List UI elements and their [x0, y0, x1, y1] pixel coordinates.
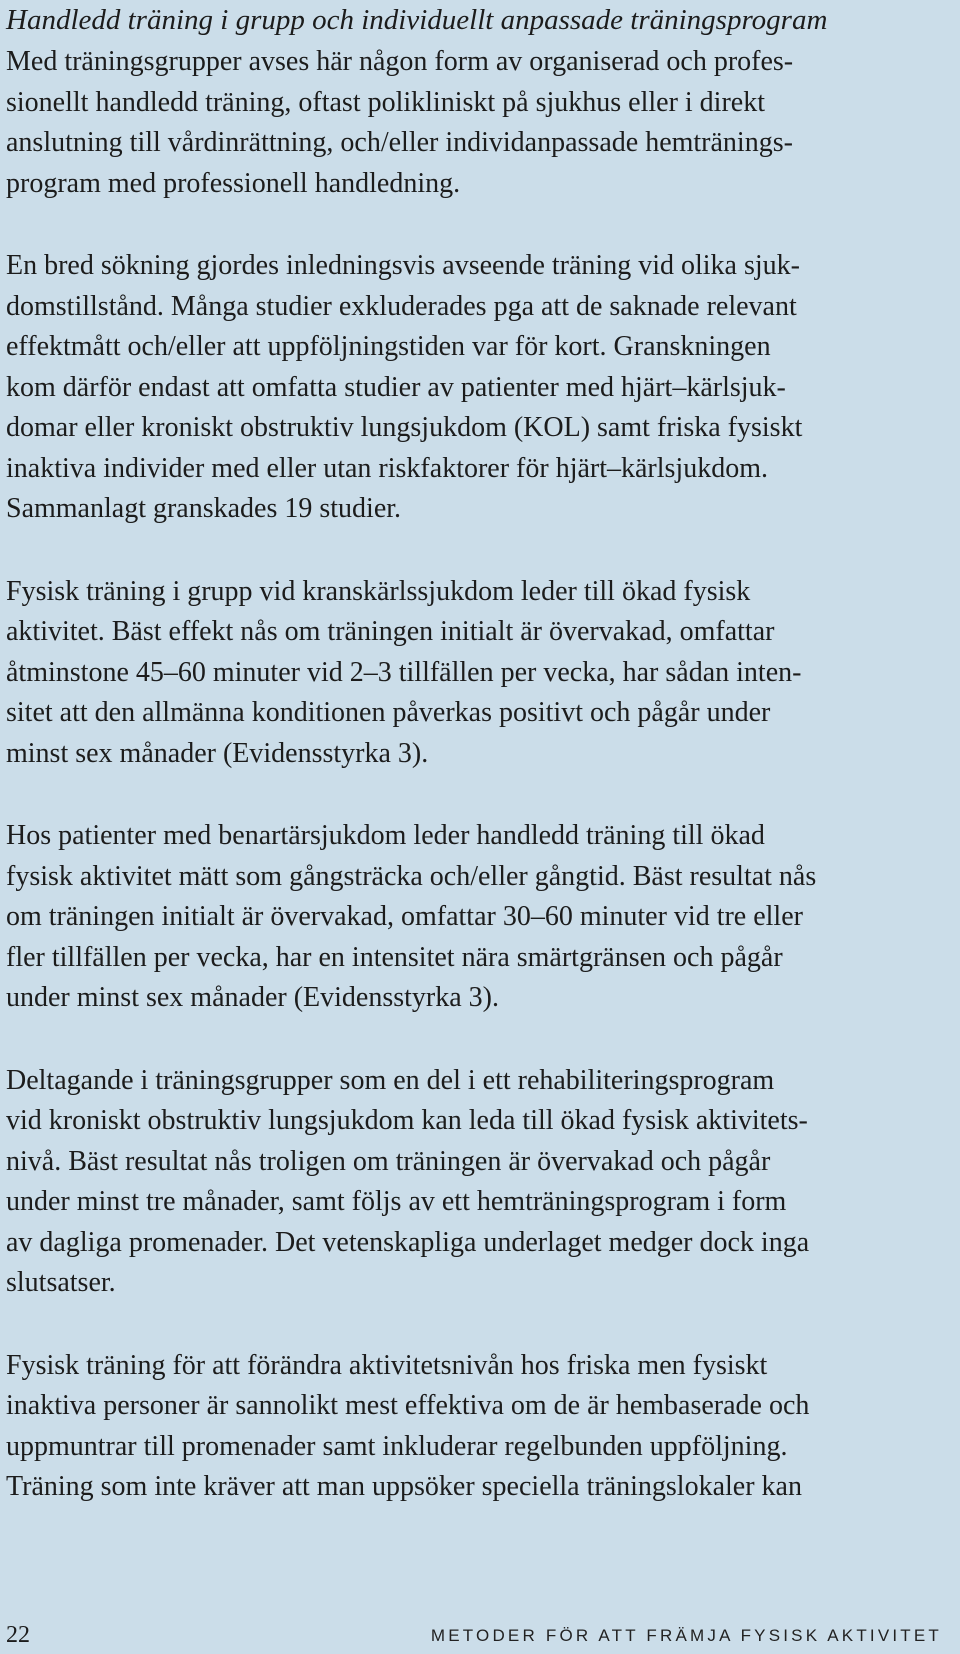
- text-line: slutsatser.: [6, 1267, 116, 1298]
- text-line: effektmått och/eller att uppföljningstiden var för kort. Granskningen: [6, 331, 771, 362]
- text-line: inaktiva individer med eller utan riskfaktorer för hjärt–kärlsjukdom.: [6, 452, 768, 484]
- text-line: Fysisk träning för att förändra aktivitetsnivån hos friska men fysiskt: [6, 1349, 768, 1381]
- running-title: METODER FÖR ATT FRÄMJA FYSISK AKTIVITET: [430, 1626, 942, 1645]
- text-line: Träning som inte kräver att man uppsöker speciella träningslokaler kan: [6, 1471, 802, 1502]
- text-line: Hos patienter med benartärsjukdom leder handledd träning till ökad: [6, 820, 765, 851]
- text-line: nivå. Bäst resultat nås troligen om träningen är övervakad och pågår: [6, 1145, 771, 1177]
- text-line: En bred sökning gjordes inledningsvis avseende träning vid olika sjuk-: [6, 250, 800, 281]
- paragraph-inactive-healthy: [6, 1346, 946, 1508]
- text-line: åtminstone 45–60 minuter vid 2–3 tillfällen per vecka, har sådan inten-: [6, 656, 802, 688]
- text-line: Med träningsgrupper avses här någon form av organiserad och profes-: [6, 46, 794, 77]
- paragraph-coronary-disease: [6, 572, 946, 775]
- text-line: om träningen initialt är övervakad, omfattar 30–60 minuter vid tre eller: [6, 901, 803, 932]
- text-line: aktivitet. Bäst effekt nås om träningen initialt är övervakad, omfattar: [6, 616, 775, 647]
- paragraph-copd: [6, 1061, 946, 1304]
- text-line: Deltagande i träningsgrupper som en del i ett rehabiliteringsprogram: [6, 1064, 775, 1096]
- page-footer: [0, 1620, 960, 1650]
- paragraph-training-groups-definition: [6, 42, 946, 204]
- text-line: av dagliga promenader. Det vetenskapliga underlaget medger dock inga: [6, 1226, 810, 1258]
- text-line: under minst tre månader, samt följs av ett hemträningsprogram i form: [6, 1186, 787, 1217]
- text-line: fysisk aktivitet mätt som gångsträcka och/eller gångtid. Bäst resultat nås: [6, 860, 817, 892]
- text-line: sionellt handledd träning, oftast polikliniskt på sjukhus eller i direkt: [6, 86, 765, 118]
- text-line: domstillstånd. Många studier exkluderades pga att de saknade relevant: [6, 290, 797, 322]
- text-line: Sammanlagt granskades 19 studier.: [6, 493, 402, 524]
- text-line: program med professionell handledning.: [6, 167, 461, 199]
- text-line: inaktiva personer är sannolikt mest effektiva om de är hembaserade och: [6, 1390, 810, 1421]
- text-line: anslutning till vårdinrättning, och/eller individanpassade hemtränings-: [6, 127, 793, 158]
- text-line: vid kroniskt obstruktiv lungsjukdom kan leda till ökad fysisk aktivitets-: [6, 1105, 808, 1136]
- text-line: Fysisk träning i grupp vid kranskärlssjukdom leder till ökad fysisk: [6, 575, 751, 607]
- section-heading: Handledd träning i grupp och individuellt anpassade träningsprogram: [6, 4, 828, 36]
- text-line: kom därför endast att omfatta studier av patienter med hjärt–kärlsjuk-: [6, 371, 786, 403]
- document-page: [6, 0, 946, 1550]
- text-line: domar eller kroniskt obstruktiv lungsjukdom (KOL) samt friska fysiskt: [6, 412, 803, 443]
- text-line: under minst sex månader (Evidensstyrka 3).: [6, 982, 499, 1013]
- text-line: sitet att den allmänna konditionen påverkas positivt och pågår under: [6, 697, 771, 728]
- text-line: uppmuntrar till promenader samt inkluderar regelbunden uppföljning.: [6, 1430, 788, 1462]
- text-line: minst sex månader (Evidensstyrka 3).: [6, 737, 429, 769]
- page-number: 22: [6, 1622, 30, 1648]
- paragraph-peripheral-artery-disease: [6, 816, 946, 1019]
- text-line: fler tillfällen per vecka, har en intensitet nära smärtgränsen och pågår: [6, 941, 783, 973]
- paragraph-search-scope: [6, 246, 946, 530]
